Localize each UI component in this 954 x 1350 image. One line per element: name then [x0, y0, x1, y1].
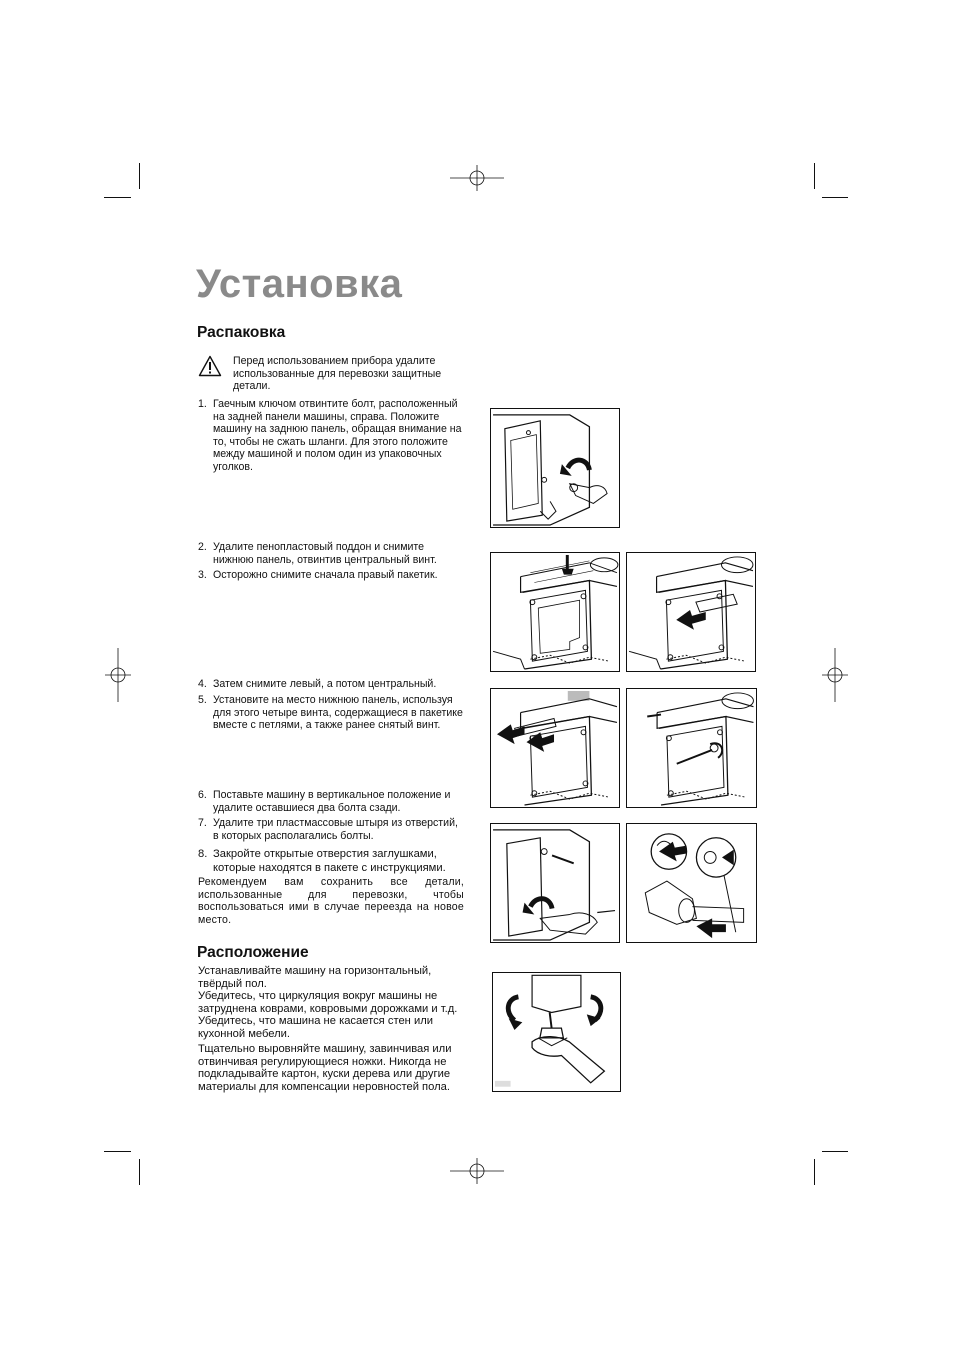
warning-triangle-icon — [198, 355, 222, 377]
step-text: Установите на место нижнюю панель, используя для этого четыре винта, содержащиеся в пакетике вместе с петлями, а также ранее снятый винт. — [213, 694, 463, 732]
figure-right-pack — [626, 552, 756, 672]
page-title: Установка — [196, 262, 403, 306]
crop-mark — [139, 163, 140, 189]
positioning-paragraph: Устанавливайте машину на горизонтальный, твёрдый пол. — [198, 965, 432, 990]
figure-left-center-pack — [490, 688, 620, 808]
step-text: Удалите пенопластовый поддон и снимите нижнюю панель, отвинтив центральный винт. — [213, 541, 437, 566]
step-text: Осторожно снимите сначала правый пакетик. — [213, 569, 438, 581]
step-number: 1. — [198, 398, 207, 410]
crop-mark — [814, 163, 815, 189]
step-number: 5. — [198, 694, 207, 706]
section-heading-positioning: Расположение — [197, 944, 309, 961]
positioning-paragraph: Тщательно выровняйте машину, завинчивая или отвинчивая регулирующиеся ножки. Никогда не подкладывайте картон, куски дерева или другие материалы для компенсации неровностей пола. — [198, 1043, 452, 1093]
registration-mark-icon — [450, 1158, 504, 1184]
note-text: Рекомендуем вам сохранить все детали, использованные для перевозки, чтобы воспользоваться ими в случае переезда на новое место. — [198, 876, 464, 926]
step-text: Поставьте машину в вертикальное положение и удалите оставшиеся два болта сзади. — [213, 789, 451, 814]
crop-mark — [104, 1151, 131, 1152]
crop-mark — [139, 1159, 140, 1185]
crop-mark — [822, 1151, 848, 1152]
figure-back-bolt — [490, 408, 620, 528]
figure-levelling-feet — [492, 972, 621, 1092]
step-text: Удалите три пластмассовые штыря из отверстий, в которых располагались болты. — [213, 817, 458, 842]
warning-text: Перед использованием прибора удалите использованные для перевозки защитные детали. — [233, 355, 442, 393]
figure-bottom-panel-screw — [490, 552, 620, 672]
crop-mark — [814, 1159, 815, 1185]
registration-mark-icon — [822, 648, 848, 702]
step-text: Закройте открытые отверстия заглушками, которые находятся в пакете с инструкциями. — [213, 848, 446, 875]
step-number: 4. — [198, 678, 207, 690]
step-number: 8. — [198, 848, 208, 860]
figure-plastic-pins — [626, 823, 757, 943]
figure-refit-panel — [626, 688, 757, 808]
step-text: Гаечным ключом отвинтите болт, расположенный на задней панели машины, справа. Положите машину на заднюю панель, обращая внимание на то, чтобы не сжать шланги. Для этого положите между машиной и полом один из упаковочных уголков. — [213, 398, 462, 473]
step-text: Затем снимите левый, а потом центральный. — [213, 678, 437, 690]
figure-rear-bolts — [490, 823, 620, 943]
registration-mark-icon — [450, 165, 504, 191]
section-heading-unpacking: Распаковка — [197, 324, 286, 341]
step-number: 2. — [198, 541, 207, 553]
crop-mark — [822, 197, 848, 198]
step-number: 6. — [198, 789, 207, 801]
registration-mark-icon — [105, 648, 131, 702]
step-number: 3. — [198, 569, 207, 581]
crop-mark — [104, 197, 131, 198]
step-number: 7. — [198, 817, 207, 829]
positioning-paragraph: Убедитесь, что циркуляция вокруг машины не затруднена коврами, ковровыми дорожками и т.д. Убедитесь, что машина не касается стен или кухонной мебели. — [198, 990, 458, 1040]
